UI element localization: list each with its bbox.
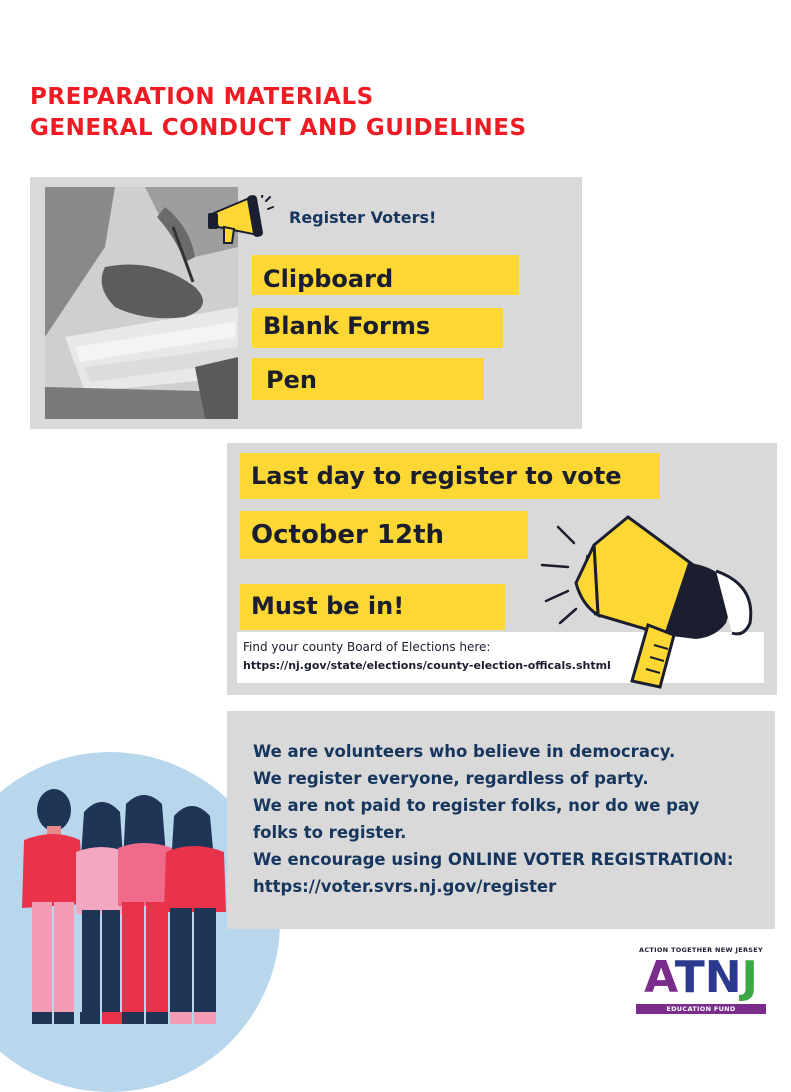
guideline-line: We register everyone, regardless of party. bbox=[253, 769, 649, 788]
registration-link[interactable]: https://voter.svrs.nj.gov/register bbox=[253, 877, 557, 896]
guideline-line: We are not paid to register folks, nor do we pay bbox=[253, 796, 700, 815]
register-voters-heading: Register Voters! bbox=[289, 208, 437, 227]
guideline-line: We encourage using ONLINE VOTER REGISTRATION: bbox=[253, 850, 734, 869]
deadline-date: October 12th bbox=[240, 511, 528, 559]
deadline-line: Last day to register to vote bbox=[240, 453, 660, 499]
women-group-illustration bbox=[14, 782, 232, 1024]
county-info-link[interactable]: https://nj.gov/state/elections/county-election-officals.shtml bbox=[243, 659, 611, 672]
atnj-logo bbox=[631, 946, 771, 1016]
deadline-panel bbox=[227, 443, 777, 695]
megaphone-icon bbox=[206, 195, 274, 247]
material-item: Pen bbox=[252, 358, 484, 400]
guideline-line: folks to register. bbox=[253, 823, 407, 842]
county-info-text: Find your county Board of Elections here: bbox=[243, 640, 491, 654]
megaphone-icon bbox=[536, 505, 768, 691]
page-title-line1: PREPARATION MATERIALS bbox=[30, 84, 374, 110]
materials-panel bbox=[30, 177, 582, 429]
page-title-line2: GENERAL CONDUCT AND GUIDELINES bbox=[30, 115, 527, 141]
material-item: Clipboard bbox=[252, 255, 519, 295]
deadline-note: Must be in! bbox=[240, 584, 505, 630]
logo-top-text: ACTION TOGETHER NEW JERSEY bbox=[638, 946, 763, 954]
logo-main-text: ATNJ bbox=[644, 952, 758, 1003]
guidelines-panel bbox=[227, 711, 775, 929]
logo-bottom-text: EDUCATION FUND bbox=[636, 1004, 766, 1014]
guideline-line: We are volunteers who believe in democracy. bbox=[253, 742, 676, 761]
guidelines-text bbox=[253, 738, 734, 900]
material-item: Blank Forms bbox=[252, 308, 503, 348]
